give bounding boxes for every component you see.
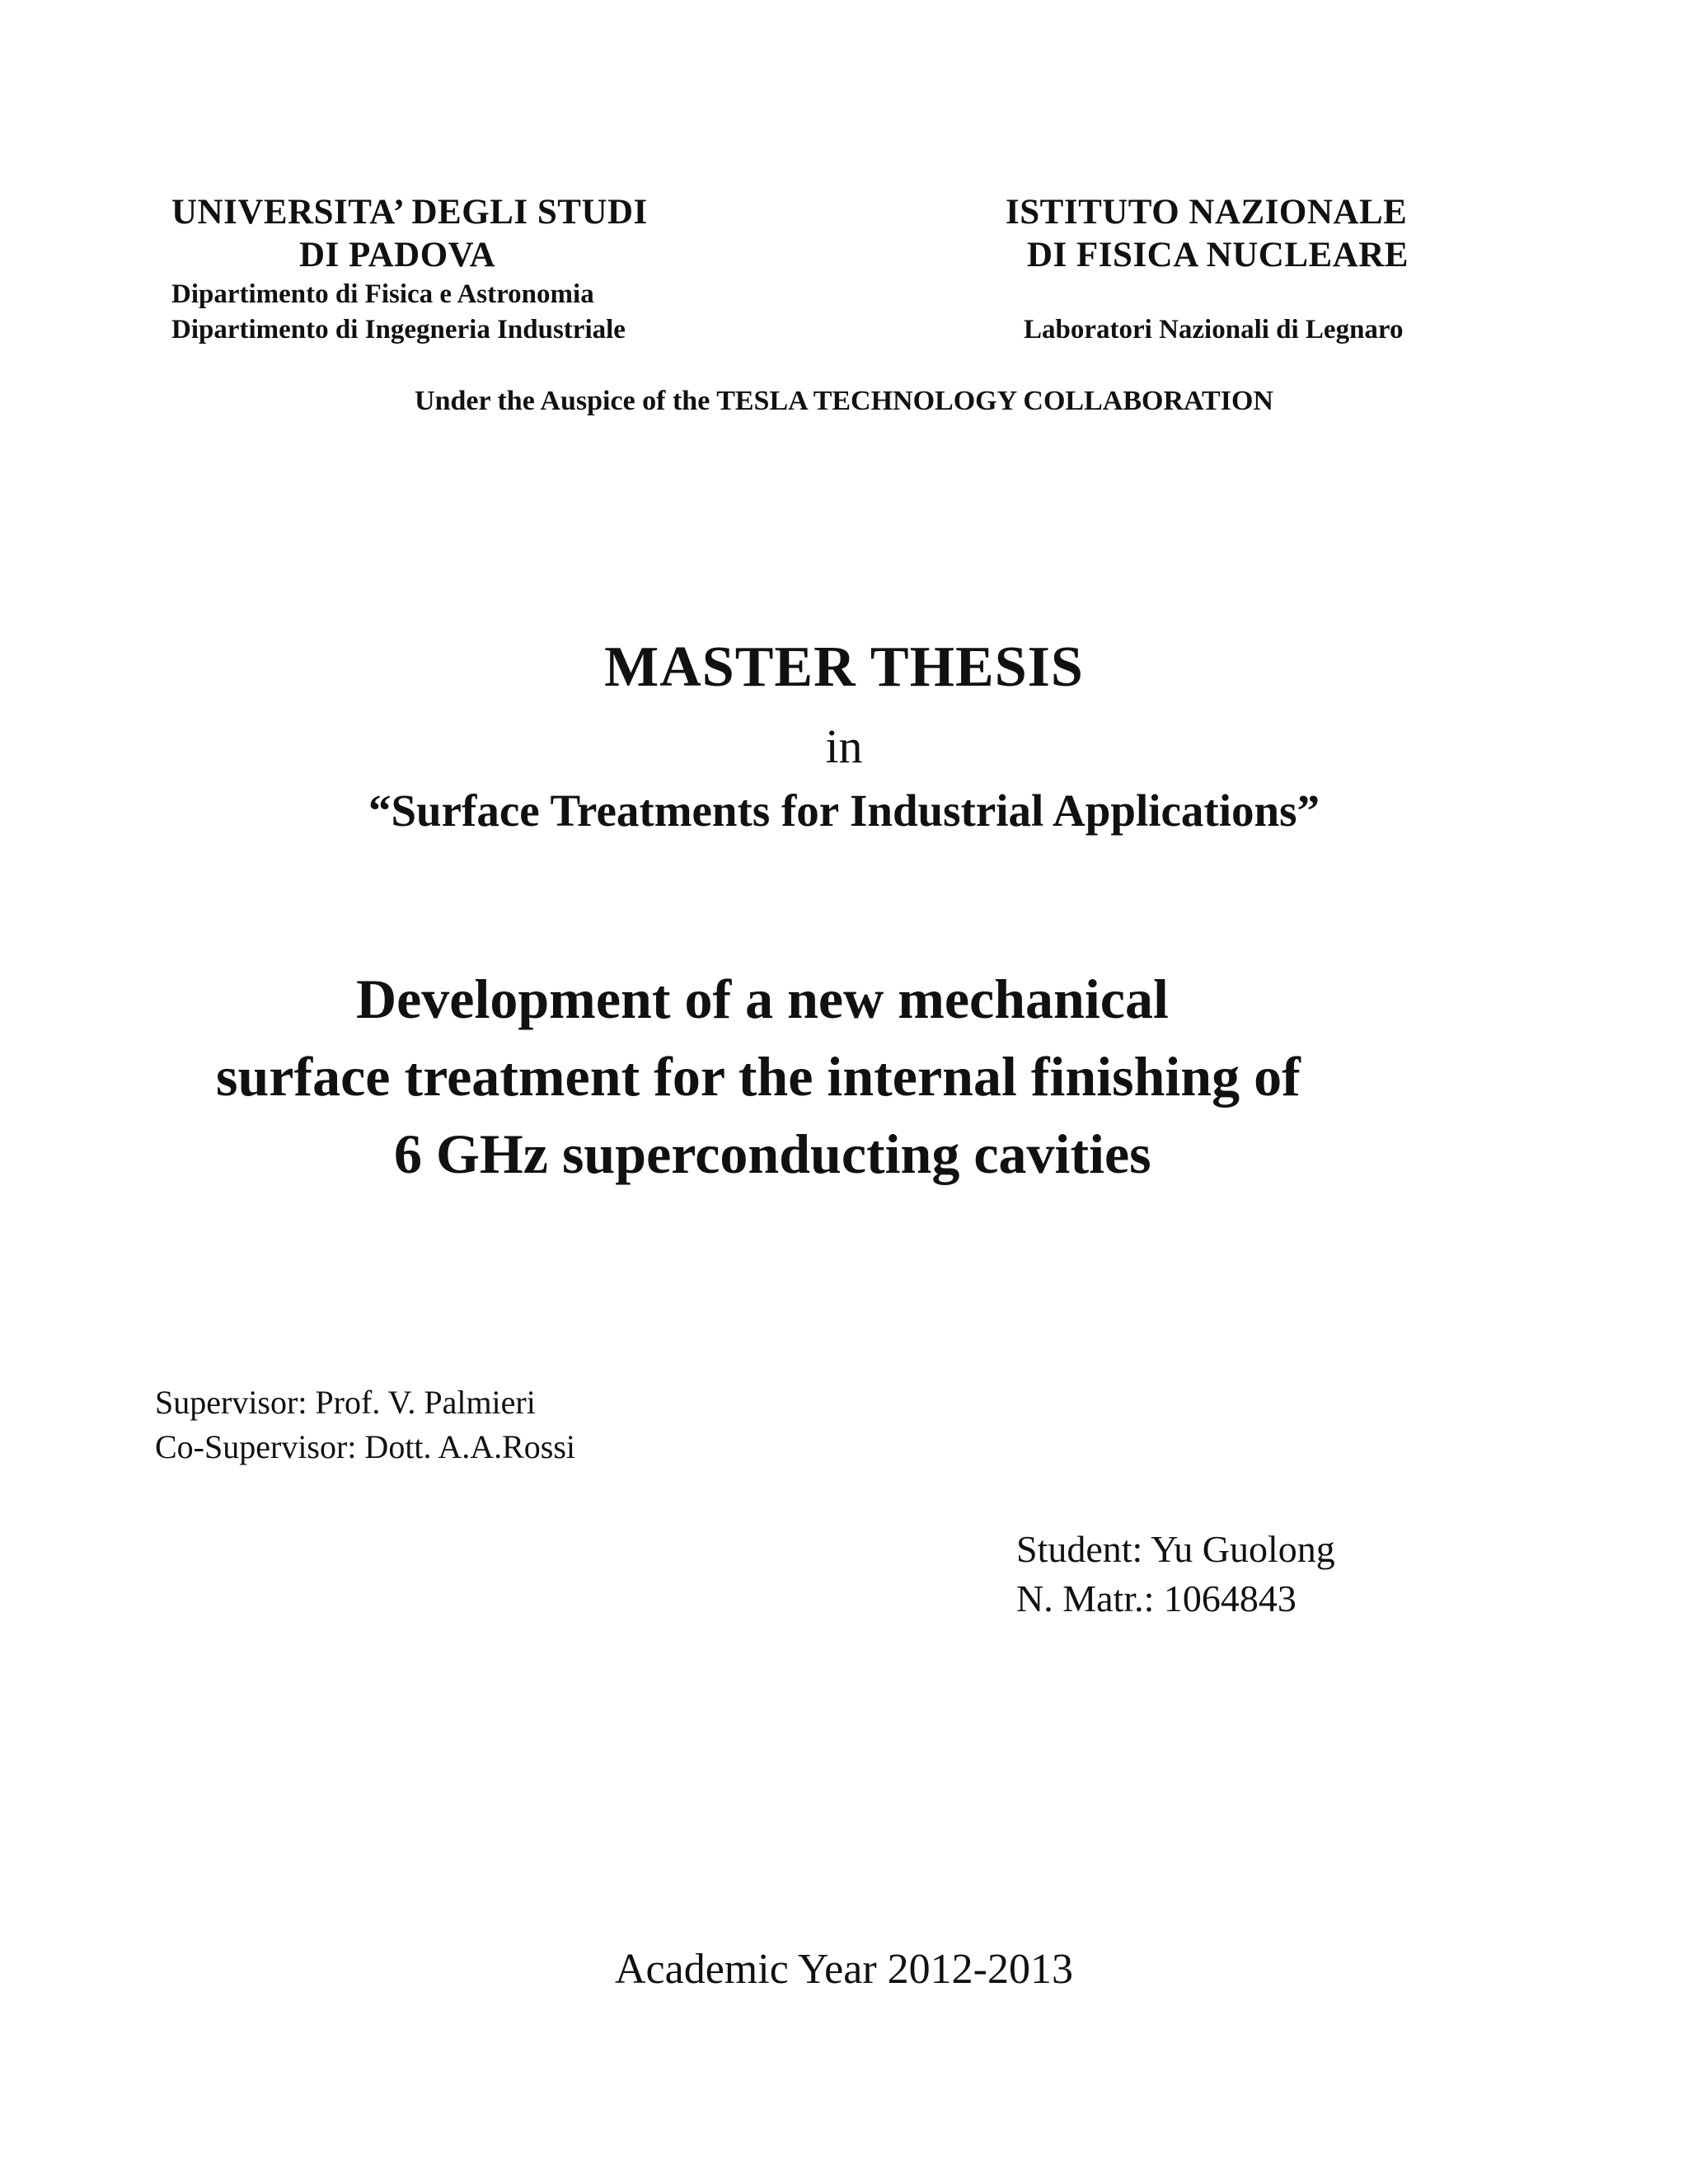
thesis-in: in [825,719,863,773]
thesis-type: MASTER THESIS [604,635,1084,699]
student-name: Student: Yu Guolong [1016,1528,1335,1570]
co-supervisor: Co-Supervisor: Dott. A.A.Rossi [155,1428,576,1465]
department-physics: Dipartimento di Fisica e Astronomia [171,279,594,309]
supervisor: Supervisor: Prof. V. Palmieri [155,1384,536,1421]
institute-name-line2: DI FISICA NUCLEARE [1027,236,1409,274]
header-university-block [171,191,699,348]
student-matriculation: N. Matr.: 1064843 [1016,1577,1296,1619]
course-name: “Surface Treatments for Industrial Applications” [368,785,1320,836]
institute-name-line1: ISTITUTO NAZIONALE [1006,193,1408,232]
laboratory-name: Laboratori Nazionali di Legnaro [1024,315,1404,344]
main-title-line2: surface treatment for the internal finishing of [216,1045,1301,1108]
academic-year: Academic Year 2012-2013 [615,1946,1073,1993]
header-institute-block [973,191,1500,348]
university-name-line2: DI PADOVA [299,236,496,274]
main-title-line1: Development of a new mechanical [356,968,1169,1030]
department-engineering: Dipartimento di Ingegneria Industriale [171,315,626,344]
university-name-line1: UNIVERSITA’ DEGLI STUDI [171,193,648,232]
student-block [1016,1525,1335,1624]
supervisors-block [155,1380,575,1469]
main-title [0,960,1688,1193]
auspice-line: Under the Auspice of the TESLA TECHNOLOGY COLLABORATION [415,386,1273,416]
main-title-line3: 6 GHz superconducting cavities [394,1122,1151,1185]
